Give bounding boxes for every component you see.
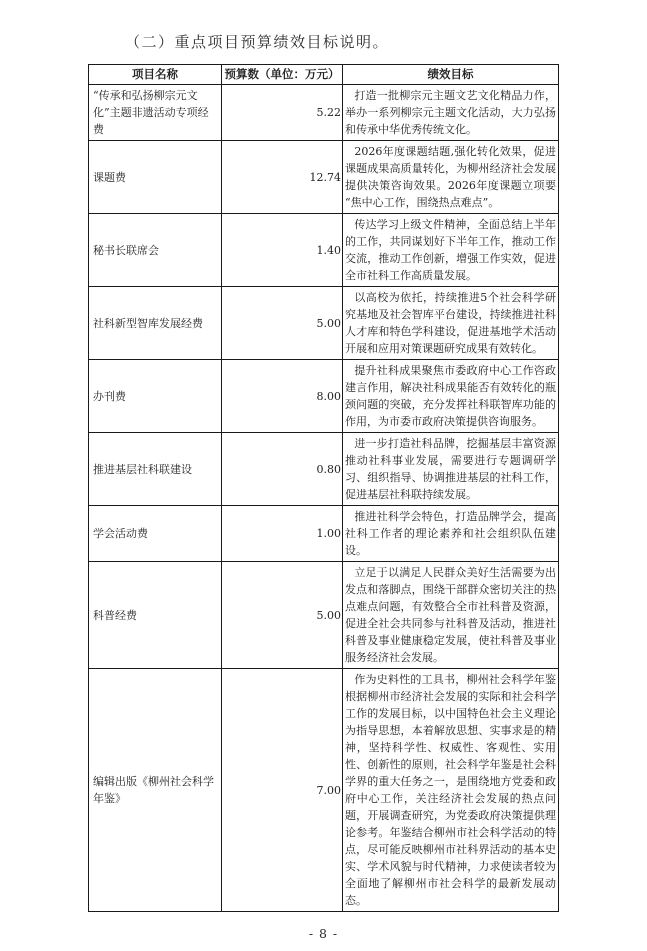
- budget-amount-cell: 8.00: [222, 360, 343, 433]
- budget-amount-cell: 7.00: [222, 669, 343, 912]
- performance-target-cell: 传达学习上级文件精神，全面总结上半年的工作，共同谋划好下半年工作，推动工作交流，推动工作创新，增强工作实效，促进全市社科工作高质量发展。: [343, 214, 559, 287]
- budget-table-body: [89, 85, 559, 912]
- project-name-cell: 编辑出版《柳州社会科学年鉴》: [89, 669, 222, 912]
- table-row: [89, 562, 559, 669]
- table-row: [89, 433, 559, 506]
- project-name-cell: 科普经费: [89, 562, 222, 669]
- project-name-cell: 推进基层社科联建设: [89, 433, 222, 506]
- page-number: - 8 -: [308, 926, 339, 941]
- budget-amount-cell: 5.00: [222, 287, 343, 360]
- budget-amount-cell: 1.00: [222, 506, 343, 562]
- performance-target-cell: 立足于以满足人民群众美好生活需要为出发点和落脚点，围绕干部群众密切关注的热点难点问题，有效整合全市社科普及资源，促进全社会共同参与社科普及活动，推进社科普及事业健康稳定发展，使社科普及事业服务经济社会发展。: [343, 562, 559, 669]
- project-name-cell: “传承和弘扬柳宗元文化”主题非遗活动专项经费: [89, 85, 222, 141]
- header-budget-amount: 预算数（单位：万元）: [222, 65, 343, 85]
- performance-target-cell: 以高校为依托，持续推进5个社会科学研究基地及社会智库平台建设，持续推进社科人才库和特色学科建设，促进基地学术活动开展和应用对策课题研究成果有效转化。: [343, 287, 559, 360]
- project-name-cell: 社科新型智库发展经费: [89, 287, 222, 360]
- budget-amount-cell: 5.22: [222, 85, 343, 141]
- table-header-row: [89, 65, 559, 85]
- budget-amount-cell: 12.74: [222, 141, 343, 214]
- table-row: [89, 214, 559, 287]
- project-name-cell: 办刊费: [89, 360, 222, 433]
- project-name-cell: 秘书长联席会: [89, 214, 222, 287]
- table-row: [89, 287, 559, 360]
- budget-amount-cell: 1.40: [222, 214, 343, 287]
- table-row: [89, 85, 559, 141]
- table-row: [89, 669, 559, 912]
- budget-amount-cell: 5.00: [222, 562, 343, 669]
- performance-target-cell: 作为史料性的工具书，柳州社会科学年鉴根据柳州市经济社会发展的实际和社会科学工作的发展目标，以中国特色社会主义理论为指导思想，本着解放思想、实事求是的精神，坚持科学性、权威性、客观性、实用性、创新性的原则，社会科学年鉴是社会科学界的重大任务之一，是围绕地方党委和政府中心工作，关注经济社会发展的热点问题，开展调查研究，为党委政府决策提供理论参考。年鉴结合柳州市社会科学活动的特点，尽可能反映柳州市社科界活动的基本史实、学术风貌与时代精神，力求使读者较为全面地了解柳州市社会科学的最新发展动态。: [343, 669, 559, 912]
- performance-target-cell: 打造一批柳宗元主题文艺文化精品力作，举办一系列柳宗元主题文化活动，大力弘扬和传承中华优秀传统文化。: [343, 85, 559, 141]
- performance-target-cell: 推进社科学会特色，打造品牌学会，提高社科工作者的理论素养和社会组织队伍建设。: [343, 506, 559, 562]
- table-row: [89, 141, 559, 214]
- budget-amount-cell: 0.80: [222, 433, 343, 506]
- header-project-name: 项目名称: [89, 65, 222, 85]
- project-name-cell: 课题费: [89, 141, 222, 214]
- project-name-cell: 学会活动费: [89, 506, 222, 562]
- budget-table: [88, 64, 559, 912]
- performance-target-cell: 进一步打造社科品牌，挖掘基层丰富资源推动社科事业发展，需要进行专题调研学习、组织指导、协调推进基层的社科工作，促进基层社科联持续发展。: [343, 433, 559, 506]
- section-title: （二）重点项目预算绩效目标说明。: [125, 33, 390, 51]
- performance-target-cell: 提升社科成果聚焦市委政府中心工作咨政建言作用，解决社科成果能否有效转化的瓶颈问题的突破，充分发挥社科联智库功能的作用，为市委市政府决策提供咨询服务。: [343, 360, 559, 433]
- performance-target-cell: 2026年度课题结题,强化转化效果，促进课题成果高质量转化，为柳州经济社会发展提供决策咨询效果。2026年度课题立项要 “焦中心工作，围绕热点难点”。: [343, 141, 559, 214]
- table-row: [89, 360, 559, 433]
- header-performance-target: 绩效目标: [343, 65, 559, 85]
- table-row: [89, 506, 559, 562]
